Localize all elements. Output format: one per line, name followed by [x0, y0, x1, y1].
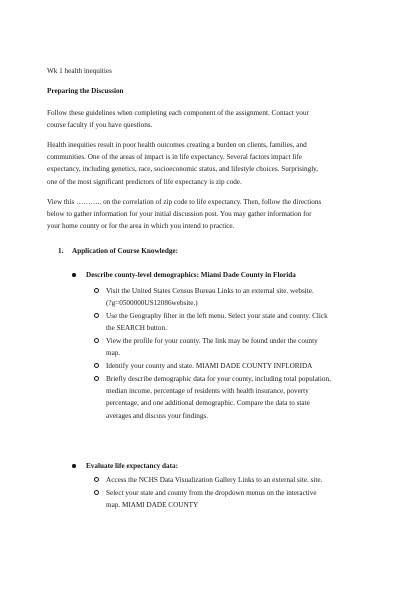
text-line: below to gather information for your initial discussion post. You may gather information for — [47, 210, 312, 219]
circle-bullet — [94, 477, 99, 482]
text-line: your home county or for the area in which you intend to practice. — [47, 222, 235, 231]
text-line: Health inequities result in poor health outcomes creating a burden on clients, families, and — [47, 141, 307, 149]
circle-bullet — [94, 313, 99, 318]
text-line: map. MIAMI DADE COUNTY — [106, 501, 199, 510]
section-title: Application of Course Knowledge: — [72, 247, 179, 255]
text-line: the SEARCH button. — [106, 324, 167, 333]
text-line: median income, percentage of residents with health insurance, poverty — [106, 387, 309, 396]
text-line: percentage, and one additional demographic. Compare the data to state — [106, 399, 310, 408]
text-line: View the profile for your county. The link may be found under the county — [106, 337, 318, 345]
text-line: expectancy, including genetics, race, socioeconomic status, and lifestyle choices. Surprisingly, — [47, 165, 319, 174]
text-line: Access the NCHS Data Visualization Gallery Links to an external site. site. — [106, 476, 323, 484]
text-line: one of the most significant predictors of life expectancy is zip code. — [47, 177, 242, 186]
text-line: Briefly describe demographic data for your county, including total population, — [106, 375, 331, 383]
text-line: averages and discuss your findings. — [106, 411, 209, 420]
paragraph-guidelines — [47, 107, 352, 131]
circle-bullet — [94, 338, 99, 343]
section-heading: Preparing the Discussion — [47, 87, 124, 95]
document-title: Wk 1 health inequities — [47, 67, 112, 75]
circle-bullet — [94, 363, 99, 368]
text-line: map. — [106, 349, 121, 358]
text-line: Identify your county and state. MIAMI DADE COUNTY INFLORIDA — [106, 362, 313, 370]
text-line: (?g=0500000US12086website.) — [106, 299, 198, 308]
bullet-dot — [72, 464, 76, 468]
circle-bullet — [94, 490, 99, 495]
paragraph-health-inequities — [47, 139, 352, 188]
circle-bullet — [94, 288, 99, 293]
text-line: Follow these guidelines when completing each component of the assignment. Contact your — [47, 109, 309, 117]
text-line: Use the Geography filter in the left menu. Select your state and county. Click — [106, 312, 328, 320]
bullet-label: Evaluate life expectancy data: — [86, 462, 179, 470]
section-number: 1. — [58, 247, 64, 255]
text-line: communities. One of the areas of impact is in life expectancy. Several factors impact life — [47, 153, 302, 162]
paragraph-directions — [47, 196, 352, 233]
text-line: course faculty if you have questions. — [47, 121, 153, 130]
bullet-dot — [72, 273, 76, 277]
text-line: View this ……….. on the correlation of zip code to life expectancy. Then, follow the directions — [47, 198, 322, 206]
text-line: Select your state and county from the dropdown menus on the interactive — [106, 489, 317, 497]
text-line: Visit the United States Census Bureau Links to an external site. website. — [106, 287, 314, 295]
bullet-label: Describe county-level demographics: Miami Dade County in Florida — [86, 271, 296, 279]
circle-bullet — [94, 376, 99, 381]
